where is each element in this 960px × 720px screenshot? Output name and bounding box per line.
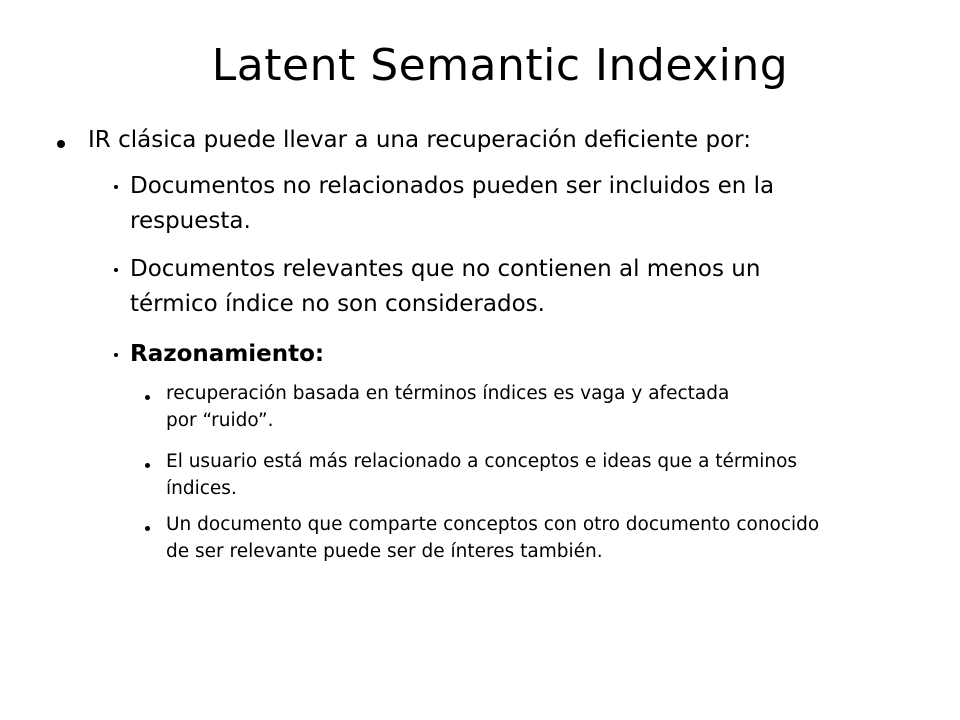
level3-line: Un documento que comparte conceptos con otro documento conocido — [166, 514, 820, 535]
level2-bullet-icon — [114, 185, 118, 189]
level3-item — [166, 380, 936, 434]
level1-bullet-icon — [57, 140, 65, 148]
level3-bullet-icon — [145, 526, 150, 531]
level3-line: por “ruido”. — [166, 410, 274, 431]
level2-bullet-icon — [114, 268, 118, 272]
level2-bullet-icon — [114, 353, 118, 357]
level2-line: respuesta. — [130, 208, 251, 234]
level3-line: índices. — [166, 478, 237, 499]
level2-item — [130, 337, 930, 372]
level3-line: El usuario está más relacionado a conceptos e ideas que a términos — [166, 451, 798, 472]
level3-line: recuperación basada en términos índices es vaga y afectada — [166, 383, 730, 404]
level2-line: térmico índice no son considerados. — [130, 291, 545, 317]
level3-item — [166, 511, 936, 565]
level2-line: Documentos relevantes que no contienen al menos un — [130, 256, 761, 282]
level2-item — [130, 169, 930, 239]
level3-bullet-icon — [145, 395, 150, 400]
slide-title: Latent Semantic Indexing — [211, 40, 789, 91]
level3-item — [166, 448, 936, 502]
level3-bullet-icon — [145, 463, 150, 468]
level1-text: IR clásica puede llevar a una recuperación deficiente por: — [88, 127, 751, 153]
level2-item — [130, 252, 930, 322]
level2-line: Documentos no relacionados pueden ser incluidos en la — [130, 173, 775, 199]
level2-line: Razonamiento: — [130, 341, 325, 367]
level3-line: de ser relevante puede ser de ínteres también. — [166, 541, 603, 562]
